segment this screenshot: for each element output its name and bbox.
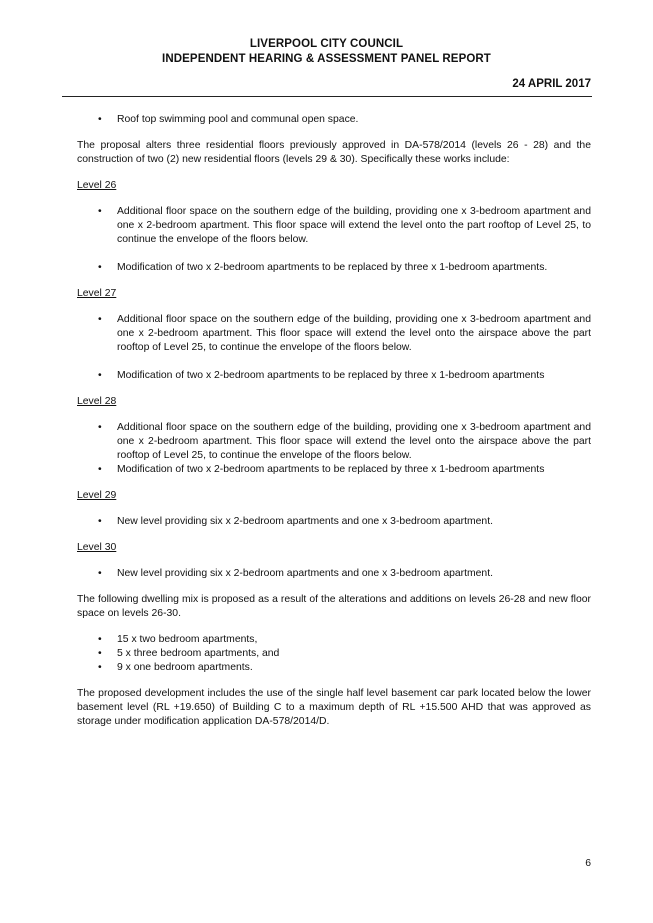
level-28-heading: Level 28 [77,396,117,407]
top-bullet-list [77,113,591,127]
list-item: • Modification of two x 2-bedroom apartments to be replaced by three x 1-bedroom apartments [77,463,591,477]
list-item: • 15 x two bedroom apartments, [77,633,591,647]
header-divider [62,96,592,97]
dwelling-mix-paragraph: The following dwelling mix is proposed as a result of the alterations and additions on levels 26-28 and new floor space on levels 26-30. [77,594,591,619]
list-item: • Modification of two x 2-bedroom apartments to be replaced by three x 1-bedroom apartments. [77,261,591,275]
header-report-title: INDEPENDENT HEARING & ASSESSMENT PANEL REPORT [162,53,491,65]
level-29-heading: Level 29 [77,490,117,501]
list-item: • Additional floor space on the southern edge of the building, providing one x 3-bedroom apartment and one x 2-bedroom apartment. This floor space will extend the level onto the airspace above the part rooftop of Level 25, to continue the envelope of the floors below. [77,313,591,355]
level-29-list [77,515,591,529]
list-item: • New level providing six x 2-bedroom apartments and one x 3-bedroom apartment. [77,515,591,529]
list-item: • 5 x three bedroom apartments, and [77,647,591,661]
list-item: • Modification of two x 2-bedroom apartments to be replaced by three x 1-bedroom apartments [77,369,591,383]
level-26-heading: Level 26 [77,180,117,191]
list-item: • Additional floor space on the southern edge of the building, providing one x 3-bedroom apartment and one x 2-bedroom apartment. This floor space will extend the level onto the airspace above the part rooftop of Level 25, to continue the envelope of the floors below. [77,421,591,463]
header-date: 24 APRIL 2017 [512,78,591,90]
intro-paragraph: The proposal alters three residential floors previously approved in DA-578/2014 (levels 26 - 28) and the construction of two (2) new residential floors (levels 29 & 30). Specifically these works include: [77,140,591,165]
list-item: • New level providing six x 2-bedroom apartments and one x 3-bedroom apartment. [77,567,591,581]
level-26-list [77,205,591,275]
list-item: • Roof top swimming pool and communal open space. [77,113,591,127]
closing-paragraph: The proposed development includes the use of the single half level basement car park located below the lower basement level (RL +19.650) of Building C to a maximum depth of RL +15.500 AHD that was approved as storage under modification application DA-578/2014/D. [77,688,591,727]
page-number: 6 [585,858,591,869]
list-item: • Additional floor space on the southern edge of the building, providing one x 3-bedroom apartment and one x 2-bedroom apartment. This floor space will extend the level onto the part rooftop of Level 25, to continue the envelope of the floors below. [77,205,591,247]
level-27-list [77,313,591,383]
report-body [77,113,591,741]
level-27-heading: Level 27 [77,288,117,299]
header-council-name: LIVERPOOL CITY COUNCIL [249,38,404,50]
level-30-list [77,567,591,581]
list-item: • 9 x one bedroom apartments. [77,661,591,675]
level-28-list [77,421,591,477]
dwelling-mix-list [77,633,591,675]
level-30-heading: Level 30 [77,542,117,553]
